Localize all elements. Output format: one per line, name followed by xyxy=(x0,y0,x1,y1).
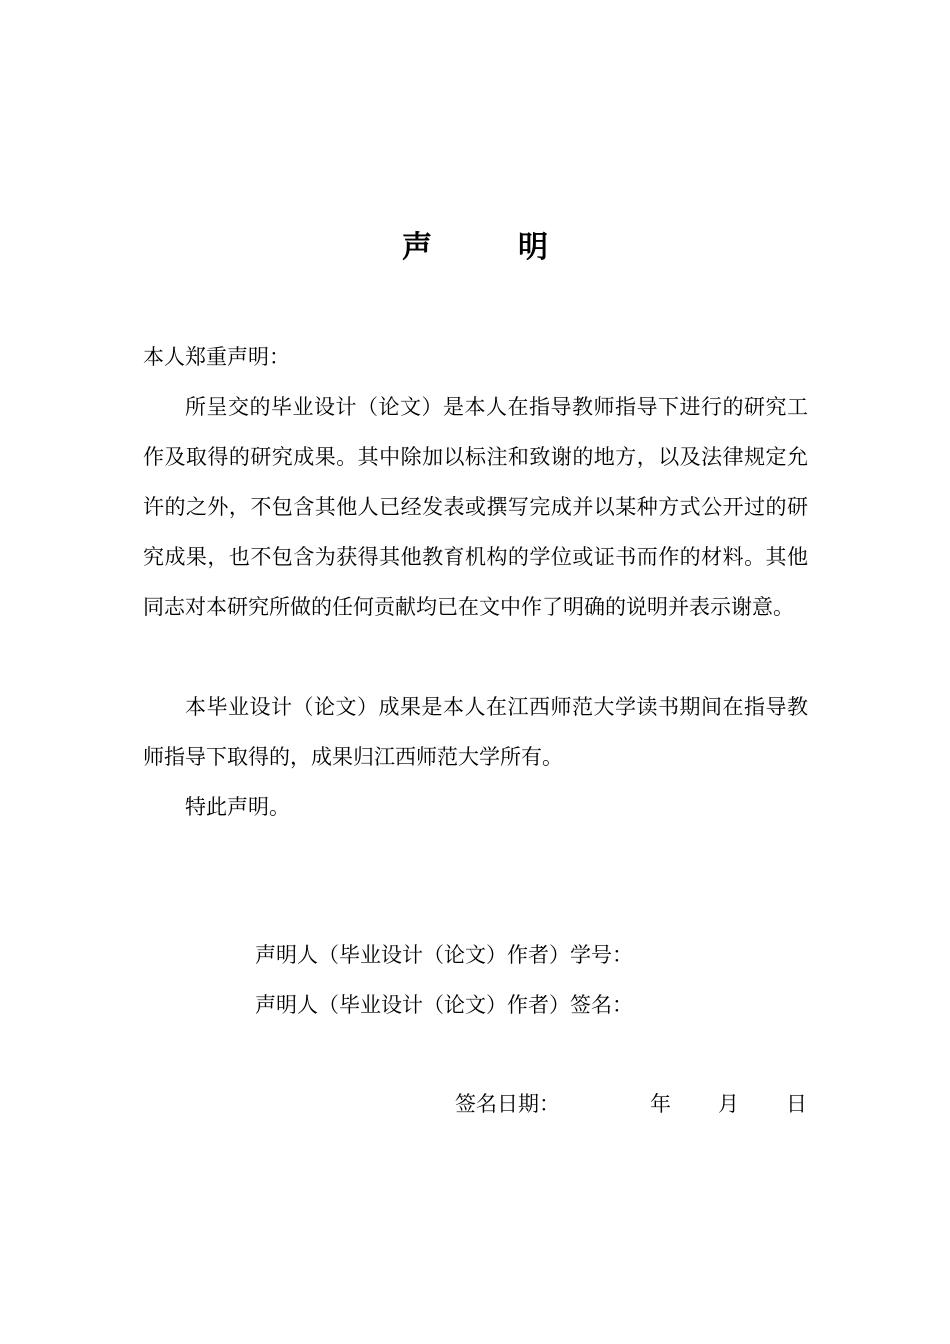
student-id-label: 声明人（毕业设计（论文）作者）学号： xyxy=(255,943,633,967)
date-year-label: 年 xyxy=(650,1092,671,1116)
declaration-intro: 本人郑重声明： xyxy=(143,345,290,369)
declaration-paragraph-2: 本毕业设计（论文）成果是本人在江西师范大学读书期间在指导教师指导下取得的，成果归江西师范大学所有。 xyxy=(143,695,808,769)
date-month-label: 月 xyxy=(718,1092,739,1116)
declaration-paragraph-1: 所呈交的毕业设计（论文）是本人在指导教师指导下进行的研究工作及取得的研究成果。其中除加以标注和致谢的地方，以及法律规定允许的之外，不包含其他人已经发表或撰写完成并以某种方式公开过的研究成果，也不包含为获得其他教育机构的学位或证书而作的材料。其他同志对本研究所做的任何贡献均已在文中作了明确的说明并表示谢意。 xyxy=(143,395,808,619)
signature-name-label: 声明人（毕业设计（论文）作者）签名： xyxy=(255,993,633,1017)
title-char-2: 明 xyxy=(518,230,548,265)
date-day-label: 日 xyxy=(786,1092,807,1116)
declaration-paragraph-3: 特此声明。 xyxy=(185,795,290,819)
signature-date-label: 签名日期： xyxy=(455,1092,560,1116)
title-char-1: 声 xyxy=(402,230,432,265)
page-title xyxy=(0,222,950,266)
